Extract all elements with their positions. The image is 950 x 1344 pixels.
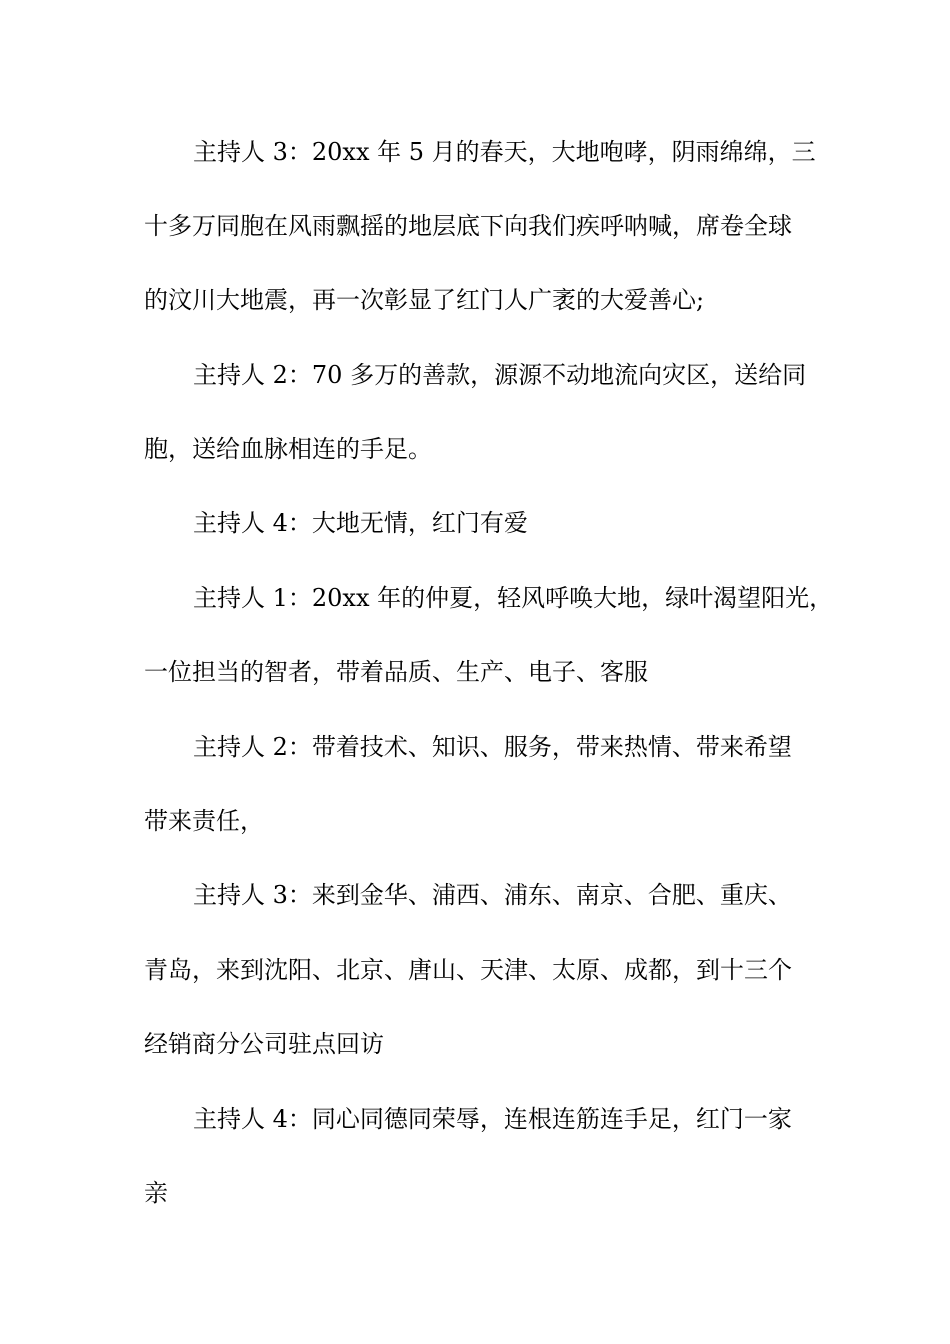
paragraph-host3b-line-1: 主持人 3：来到金华、浦西、浦东、南京、合肥、重庆、 [193, 881, 792, 909]
paragraph-host1-line-1: 主持人 1：20xx 年的仲夏，轻风呼唤大地，绿叶渴望阳光， [193, 584, 834, 612]
paragraph-host2b-line-1: 主持人 2：带着技术、知识、服务，带来热情、带来希望 [193, 733, 792, 761]
paragraph-host4b-line-1: 主持人 4：同心同德同荣辱，连根连筋连手足，红门一家 [193, 1105, 792, 1133]
paragraph-host4b-line-2: 亲 [144, 1179, 168, 1207]
paragraph-host3-line-3: 的汶川大地震，再一次彰显了红门人广袤的大爱善心; [144, 286, 705, 314]
paragraph-host2-line-2: 胞，送给血脉相连的手足。 [144, 435, 432, 463]
paragraph-host2-line-1: 主持人 2：70 多万的善款，源源不动地流向灾区，送给同 [193, 361, 807, 389]
paragraph-host3b-line-3: 经销商分公司驻点回访 [144, 1030, 384, 1058]
paragraph-host3b-line-2: 青岛，来到沈阳、北京、唐山、天津、太原、成都，到十三个 [144, 956, 792, 984]
paragraph-host2b-line-2: 带来责任， [144, 807, 264, 835]
paragraph-host1-line-2: 一位担当的智者，带着品质、生产、电子、客服 [144, 658, 648, 686]
paragraph-host3-line-1: 主持人 3：20xx 年 5 月的春天，大地咆哮，阴雨绵绵，三 [193, 138, 816, 166]
paragraph-host4-line-1: 主持人 4：大地无情，红门有爱 [193, 509, 528, 537]
paragraph-host3-line-2: 十多万同胞在风雨飘摇的地层底下向我们疾呼呐喊，席卷全球 [144, 212, 792, 240]
